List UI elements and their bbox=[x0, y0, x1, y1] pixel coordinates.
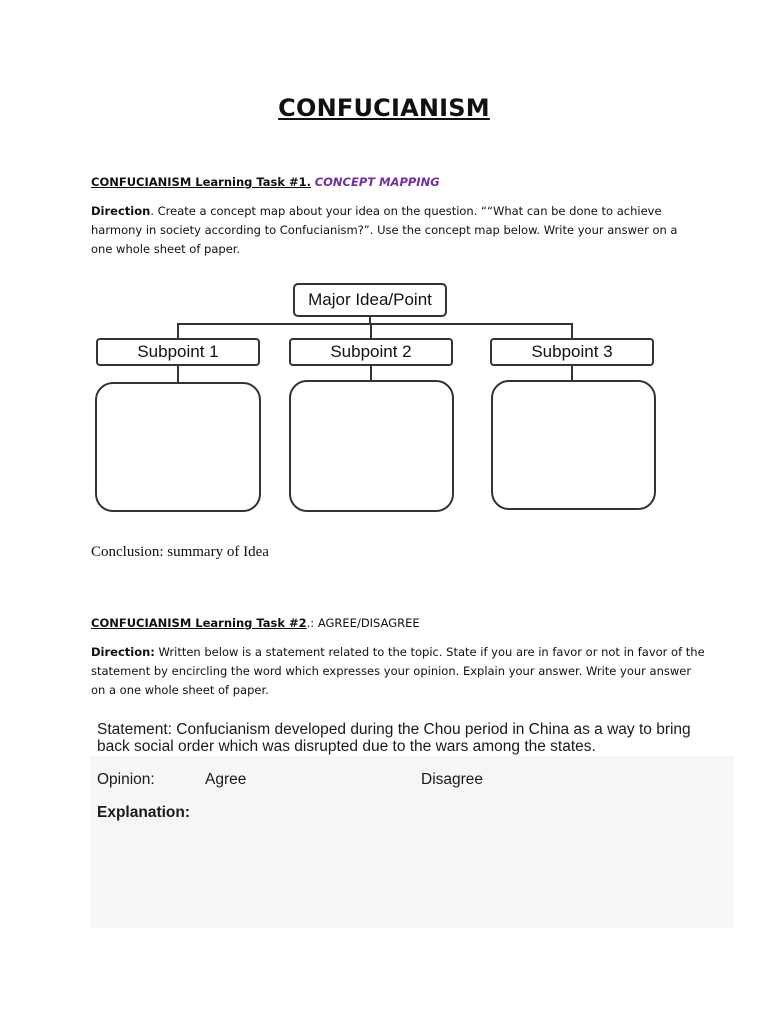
task1-direction-label: Direction bbox=[91, 204, 151, 218]
major-idea-label: Major Idea/Point bbox=[308, 290, 432, 309]
subpoint-box-2 bbox=[289, 338, 453, 366]
task2-direction-line: statement by encircling the word which expresses your opinion. Explain your answer. Write your answer bbox=[91, 664, 692, 678]
task1-direction-line: . Create a concept map about your idea on the question. ““What can be done to achieve bbox=[150, 204, 662, 218]
answer-box-2 bbox=[289, 380, 454, 512]
connector-line bbox=[571, 323, 573, 339]
agree-option[interactable]: Agree bbox=[205, 771, 247, 788]
task2-heading-suffix: .: AGREE/DISAGREE bbox=[306, 616, 420, 630]
connector-line bbox=[370, 365, 372, 381]
subpoint-box-1 bbox=[96, 338, 260, 366]
major-idea-box bbox=[293, 283, 447, 317]
opinion-label: Opinion: bbox=[97, 771, 155, 788]
connector-line bbox=[177, 323, 179, 339]
page-title: CONFUCIANISM bbox=[278, 94, 490, 122]
subpoint-box-3 bbox=[490, 338, 654, 366]
connector-line bbox=[177, 365, 179, 383]
subpoint-label: Subpoint 3 bbox=[531, 342, 613, 361]
task2-direction-line: Written below is a statement related to the topic. State if you are in favor or not in favor of the bbox=[154, 645, 705, 659]
task2-heading bbox=[91, 616, 420, 630]
explanation-label: Explanation: bbox=[97, 804, 191, 821]
subpoint-label: Subpoint 2 bbox=[330, 342, 412, 361]
disagree-option[interactable]: Disagree bbox=[421, 771, 484, 788]
answer-box-3 bbox=[491, 380, 656, 510]
statement-line: Statement: Confucianism developed during the Chou period in China as a way to bring bbox=[97, 721, 691, 738]
statement-line: back social order which was disrupted due to the wars among the states. bbox=[97, 738, 596, 755]
task2-direction bbox=[91, 643, 705, 700]
statement-area-background bbox=[90, 756, 734, 928]
task2-heading-label: CONFUCIANISM Learning Task #2 bbox=[91, 616, 307, 630]
task2-direction-label: Direction: bbox=[91, 645, 155, 659]
statement-text bbox=[97, 721, 691, 755]
task2-direction-line: on a one whole sheet of paper. bbox=[91, 683, 269, 697]
task1-direction-line: harmony in society according to Confucianism?”. Use the concept map below. Write your answer on a bbox=[91, 223, 678, 237]
connector-line bbox=[370, 323, 372, 339]
conclusion-text: Conclusion: summary of Idea bbox=[91, 544, 269, 560]
connector-line bbox=[571, 365, 573, 381]
task1-subtitle: CONCEPT MAPPING bbox=[314, 175, 440, 189]
subpoint-label: Subpoint 1 bbox=[137, 342, 219, 361]
task1-heading-label: CONFUCIANISM Learning Task #1. bbox=[91, 175, 312, 189]
answer-box-1 bbox=[95, 382, 261, 512]
task1-direction-line: one whole sheet of paper. bbox=[91, 242, 241, 256]
connector-line bbox=[177, 323, 573, 325]
